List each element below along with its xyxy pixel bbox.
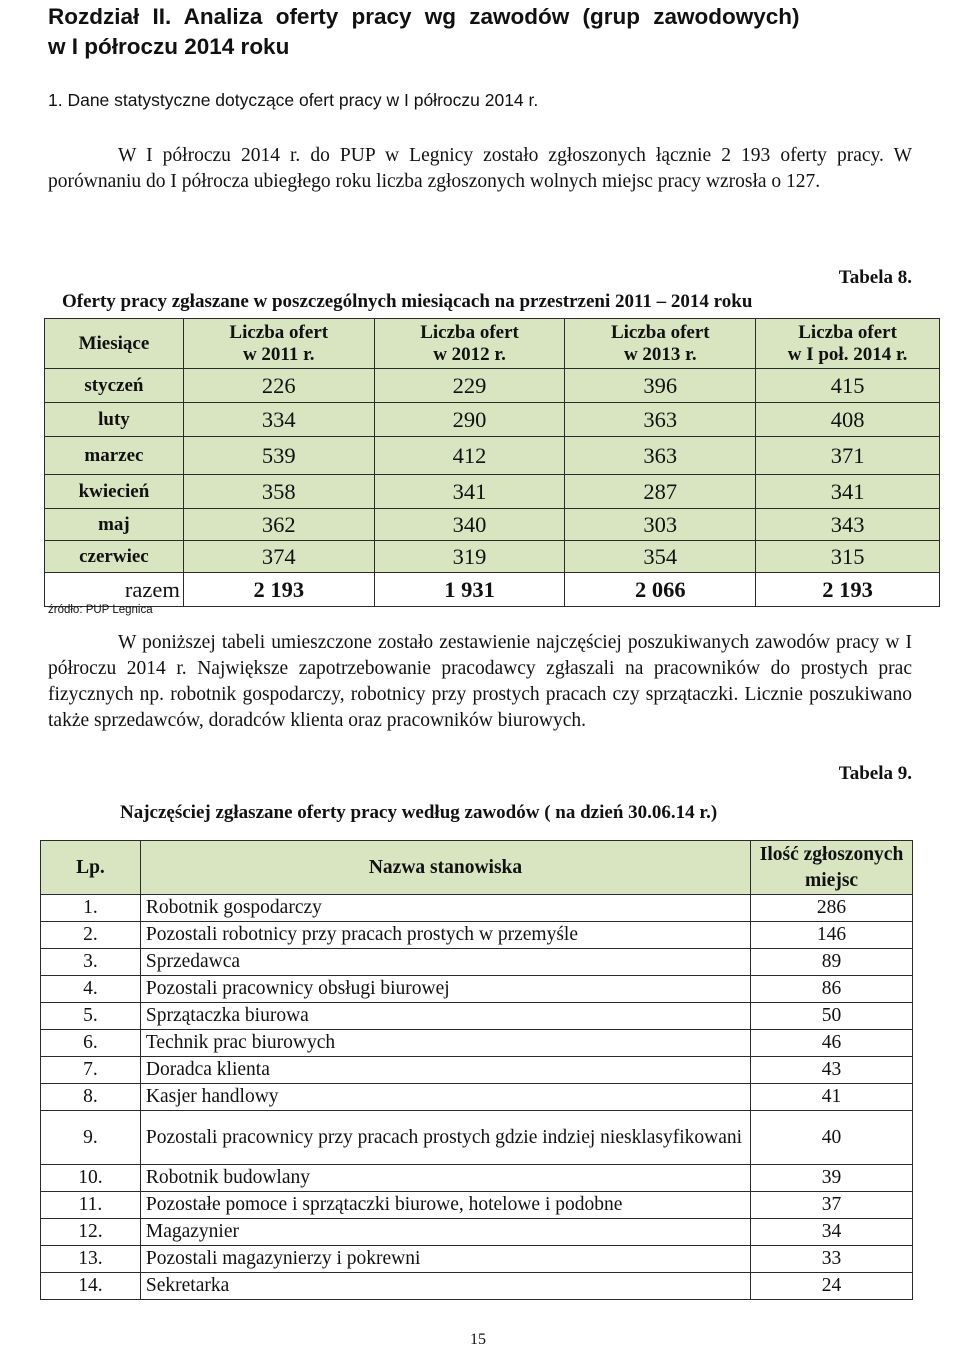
- total-row: [45, 573, 940, 607]
- value-cell: 229: [374, 369, 565, 403]
- quantity: 86: [751, 976, 913, 1003]
- month-cell: luty: [45, 403, 184, 437]
- position-name: Sekretarka: [140, 1273, 750, 1300]
- value-cell: 371: [756, 437, 940, 475]
- value-cell: 363: [565, 403, 756, 437]
- row-number: 1.: [41, 895, 141, 922]
- section-heading: 1. Dane statystyczne dotyczące ofert pracy w I półroczu 2014 r.: [48, 90, 539, 110]
- quantity: 46: [751, 1030, 913, 1057]
- value-cell: 334: [183, 403, 374, 437]
- header-lp: Lp.: [41, 841, 141, 895]
- table-row: [41, 1273, 913, 1300]
- row-number: 11.: [41, 1192, 141, 1219]
- value-cell: 340: [374, 509, 565, 541]
- table-row: [41, 1030, 913, 1057]
- quantity: 146: [751, 922, 913, 949]
- intro-paragraph: W I półroczu 2014 r. do PUP w Legnicy zostało zgłoszonych łącznie 2 193 oferty pracy. W porównaniu do I półrocza ubiegłego roku liczba zgłoszonych wolnych miejsc pracy wzrosła o 127.: [48, 145, 912, 192]
- value-cell: 374: [183, 541, 374, 573]
- value-cell: 303: [565, 509, 756, 541]
- position-name: Sprzątaczka biurowa: [140, 1003, 750, 1030]
- table8-title: Oferty pracy zgłaszane w poszczególnych miesiącach na przestrzeni 2011 – 2014 roku: [62, 291, 753, 312]
- value-cell: 287: [565, 475, 756, 509]
- position-name: Pozostali pracownicy obsługi biurowej: [140, 976, 750, 1003]
- value-cell: 354: [565, 541, 756, 573]
- value-cell: 319: [374, 541, 565, 573]
- table-row: [45, 475, 940, 509]
- table-row: [45, 437, 940, 475]
- total-cell: 1 931: [374, 573, 565, 607]
- value-cell: 412: [374, 437, 565, 475]
- quantity: 41: [751, 1084, 913, 1111]
- quantity: 89: [751, 949, 913, 976]
- chapter-title-line1: Rozdział II. Analiza oferty pracy wg zawodów (grup zawodowych): [48, 4, 800, 29]
- table-row: [41, 1003, 913, 1030]
- header-quantity: Ilość zgłoszonych miejsc: [751, 841, 913, 895]
- table-row: [45, 541, 940, 573]
- chapter-heading: [48, 2, 800, 62]
- quantity: 33: [751, 1246, 913, 1273]
- table8-label: Tabela 8.: [838, 267, 912, 288]
- value-cell: 341: [374, 475, 565, 509]
- position-name: Pozostali pracownicy przy pracach prostych gdzie indziej niesklasyfikowani: [140, 1111, 750, 1165]
- position-name: Doradca klienta: [140, 1057, 750, 1084]
- position-name: Robotnik gospodarczy: [140, 895, 750, 922]
- value-cell: 415: [756, 369, 940, 403]
- quantity: 39: [751, 1165, 913, 1192]
- table-row: [41, 895, 913, 922]
- row-number: 6.: [41, 1030, 141, 1057]
- table-row: [41, 922, 913, 949]
- quantity: 50: [751, 1003, 913, 1030]
- occupations-table: [40, 840, 913, 1300]
- total-cell: 2 193: [183, 573, 374, 607]
- quantity: 286: [751, 895, 913, 922]
- summary-paragraph: W poniższej tabeli umieszczone zostało zestawienie najczęściej poszukiwanych zawodów pracy w I półroczu 2014 r. Największe zapotrzebowanie pracodawcy zgłaszali na pracowników do prostych prac fizycznych np. robotnik gospodarczy, robotnicy przy prostych pracach czy sprzątaczki. Licznie poszukiwano także sprzedawców, doradców klienta oraz pracowników biurowych.: [48, 632, 912, 731]
- table-row: [41, 949, 913, 976]
- header-2014: Liczba ofert w I poł. 2014 r.: [756, 319, 940, 369]
- quantity: 24: [751, 1273, 913, 1300]
- value-cell: 343: [756, 509, 940, 541]
- position-name: Kasjer handlowy: [140, 1084, 750, 1111]
- row-number: 12.: [41, 1219, 141, 1246]
- table-row: [41, 976, 913, 1003]
- row-number: 8.: [41, 1084, 141, 1111]
- table-row: [41, 1111, 913, 1165]
- row-number: 7.: [41, 1057, 141, 1084]
- position-name: Pozostali magazynierzy i pokrewni: [140, 1246, 750, 1273]
- table-header-row: [45, 319, 940, 369]
- source-note: źródło: PUP Legnica: [48, 604, 153, 616]
- table-row: [45, 369, 940, 403]
- page-number: 15: [470, 1331, 486, 1348]
- quantity: 34: [751, 1219, 913, 1246]
- position-name: Technik prac biurowych: [140, 1030, 750, 1057]
- value-cell: 341: [756, 475, 940, 509]
- month-cell: styczeń: [45, 369, 184, 403]
- table-row: [41, 1246, 913, 1273]
- value-cell: 358: [183, 475, 374, 509]
- month-cell: marzec: [45, 437, 184, 475]
- value-cell: 408: [756, 403, 940, 437]
- position-name: Pozostałe pomoce i sprzątaczki biurowe, hotelowe i podobne: [140, 1192, 750, 1219]
- month-cell: kwiecień: [45, 475, 184, 509]
- row-number: 2.: [41, 922, 141, 949]
- total-cell: 2 193: [756, 573, 940, 607]
- total-cell: 2 066: [565, 573, 756, 607]
- table9-label: Tabela 9.: [838, 763, 912, 784]
- row-number: 10.: [41, 1165, 141, 1192]
- table9-title: Najczęściej zgłaszane oferty pracy według zawodów ( na dzień 30.06.14 r.): [120, 802, 718, 823]
- value-cell: 226: [183, 369, 374, 403]
- table-header-row: [41, 841, 913, 895]
- quantity: 43: [751, 1057, 913, 1084]
- month-cell: maj: [45, 509, 184, 541]
- value-cell: 396: [565, 369, 756, 403]
- position-name: Robotnik budowlany: [140, 1165, 750, 1192]
- header-2013: Liczba ofert w 2013 r.: [565, 319, 756, 369]
- value-cell: 363: [565, 437, 756, 475]
- chapter-title-line2: w I półroczu 2014 roku: [48, 34, 290, 59]
- total-label: razem: [45, 573, 184, 607]
- row-number: 3.: [41, 949, 141, 976]
- value-cell: 290: [374, 403, 565, 437]
- row-number: 9.: [41, 1111, 141, 1165]
- header-position-name: Nazwa stanowiska: [140, 841, 750, 895]
- header-months: Miesiące: [45, 319, 184, 369]
- table-row: [41, 1219, 913, 1246]
- table-row: [41, 1084, 913, 1111]
- value-cell: 539: [183, 437, 374, 475]
- row-number: 4.: [41, 976, 141, 1003]
- quantity: 40: [751, 1111, 913, 1165]
- value-cell: 362: [183, 509, 374, 541]
- value-cell: 315: [756, 541, 940, 573]
- month-cell: czerwiec: [45, 541, 184, 573]
- table-row: [45, 509, 940, 541]
- row-number: 14.: [41, 1273, 141, 1300]
- table-row: [41, 1057, 913, 1084]
- position-name: Sprzedawca: [140, 949, 750, 976]
- header-2011: Liczba ofert w 2011 r.: [183, 319, 374, 369]
- row-number: 5.: [41, 1003, 141, 1030]
- row-number: 13.: [41, 1246, 141, 1273]
- monthly-offers-table: [44, 318, 940, 607]
- table-row: [41, 1165, 913, 1192]
- header-2012: Liczba ofert w 2012 r.: [374, 319, 565, 369]
- table-row: [45, 403, 940, 437]
- position-name: Magazynier: [140, 1219, 750, 1246]
- table-row: [41, 1192, 913, 1219]
- quantity: 37: [751, 1192, 913, 1219]
- position-name: Pozostali robotnicy przy pracach prostych w przemyśle: [140, 922, 750, 949]
